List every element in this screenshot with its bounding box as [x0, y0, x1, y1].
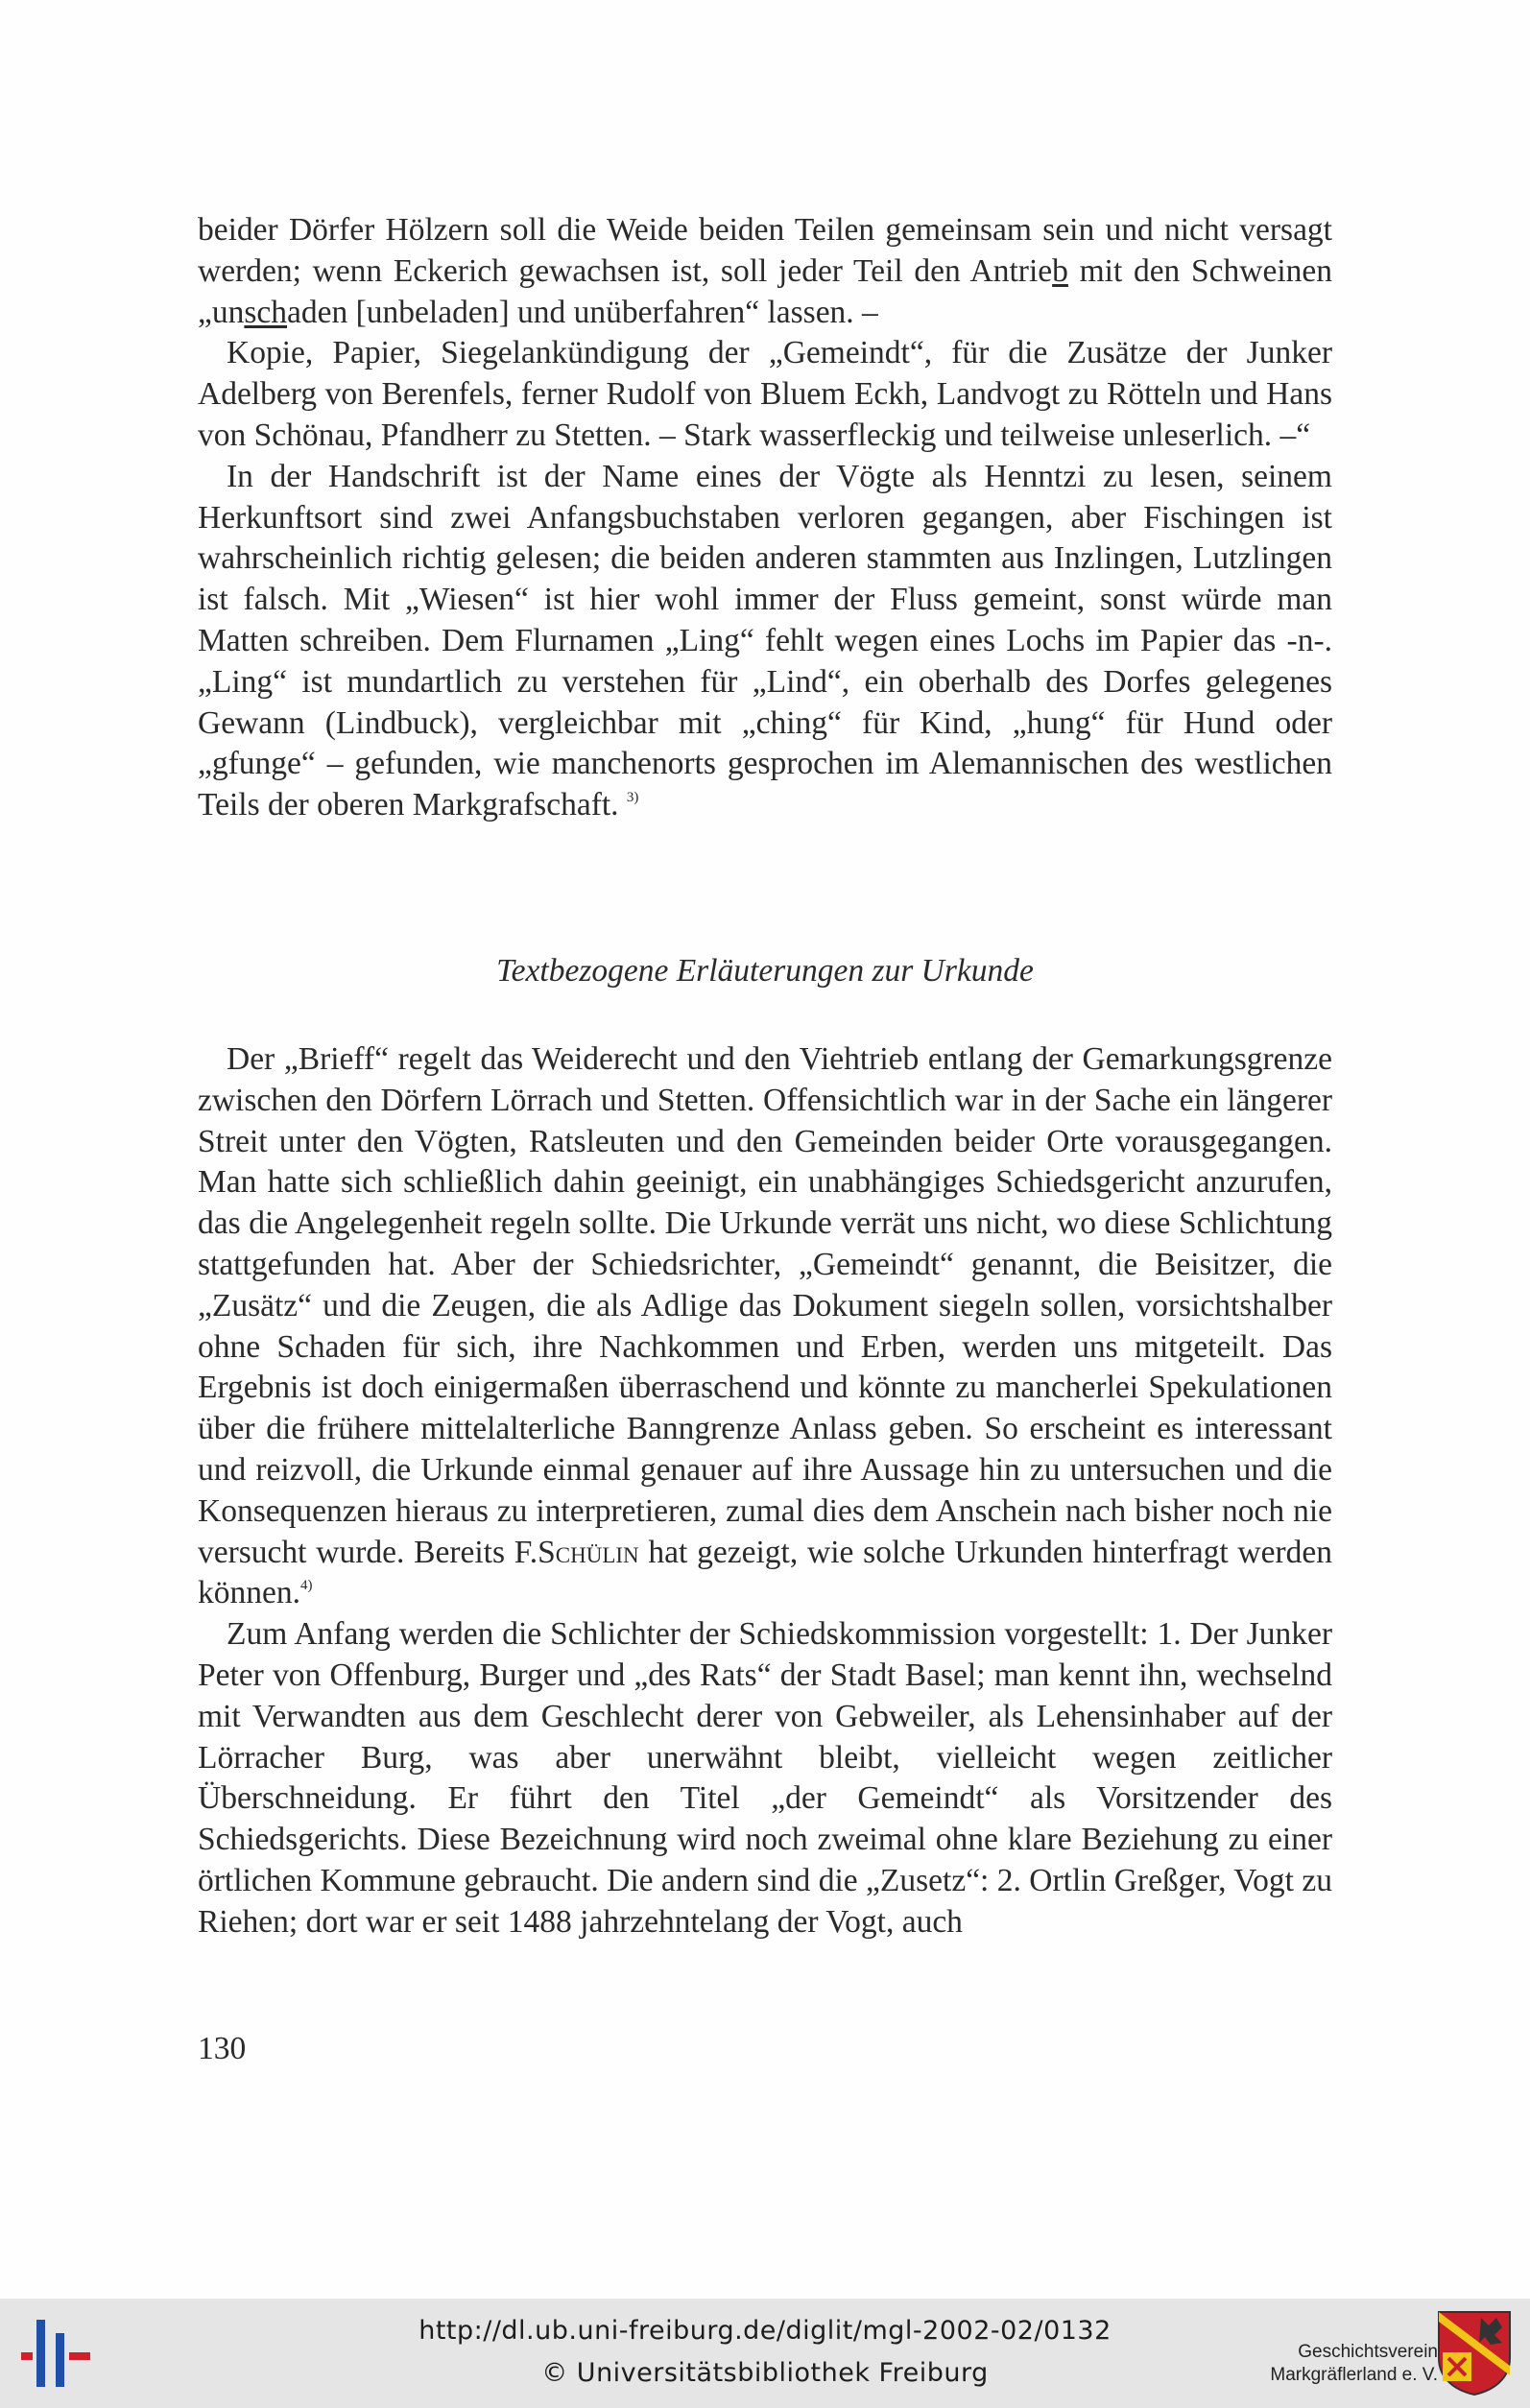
paragraph-4-text: Der „Brieff“ regelt das Weiderecht und den Viehtrieb entlang der Gemarkungsgrenze zwischen den Dörfern Lörrach und Stetten. Offensichtlich war in der Sache ein längerer Streit unter den Vögten, Ratsleuten und den Gemeinden beider Orte vorausgegangen. Man hatte sich schließlich dahin geeinigt, ein unabhängiges Schiedsgericht anzurufen, das die Angelegenheit regeln sollte. Die Urkunde verrät uns nicht, wo diese Schlichtung stattgefunden hat. Aber der Schiedsrichter, „Gemeindt“ genannt, die Beisitzer, die „Zusätz“ und die Zeugen, die als Adlige das Dokument siegeln sollen, vorsichtshalber ohne Schaden für sich, ihre Nachkommen und Erben, werden uns mitgeteilt. Das Ergebnis ist doch einigermaßen überraschend und könnte zu mancherlei Spekulationen über die frühere mittelalterliche Banngrenze Anlass geben. So erscheint es interessant und reizvoll, die Urkunde einmal genauer auf ihre Aussage hin zu untersuchen und die Konsequenzen hieraus zu interpretieren, zumal dies dem Anschein nach bisher noch nie versucht wurde. Bereits F.: [198, 1041, 1332, 1570]
paragraph-1-text: beider Dörfer Hölzern soll die Weide beiden Teilen gemeinsam sein und nicht versagt werden; wenn Eckerich gewachsen ist, soll jeder Teil den Antrie: [198, 212, 1332, 289]
society-name: [1227, 2341, 1438, 2387]
paragraph-4-text: hat gezeigt, wie solche Urkunden hinterfragt werden können.: [198, 1534, 1333, 1611]
underlined-letter: b: [1052, 252, 1068, 289]
text-block-lower: [198, 1039, 1332, 1943]
section-heading: Textbezogene Erläuterungen zur Urkunde: [496, 953, 1034, 989]
copyright-notice: © Universitätsbibliothek Freiburg: [541, 2358, 989, 2388]
society-name-line-1: Geschichtsverein: [1298, 2342, 1438, 2362]
text-block-upper: [198, 210, 1332, 826]
paragraph-4: [198, 1039, 1332, 1614]
paragraph-5: Zum Anfang werden die Schlichter der Schiedskommission vorgestellt: 1. Der Junker Peter von Offenburg, Burger und „des Rats“ der Stadt Basel; man kennt ihn, wechselnd mit Verwandten aus dem Geschlecht derer von Gebweiler, als Lehensinhaber auf der Lörracher Burg, was aber unerwähnt bleibt, vielleicht wegen zeitlicher Überschneidung. Er führt den Titel „der Gemeindt“ als Vorsitzender des Schiedsgerichts. Diese Bezeichnung wird noch zweimal ohne klare Beziehung zu einer örtlichen Kommune gebraucht. Die andern sind die „Zusetz“: 2. Ortlin Greßger, Vogt zu Riehen; dort war er seit 1488 jahrzehntelang der Vogt, auch: [198, 1616, 1332, 1940]
page-number: 130: [198, 2031, 247, 2066]
permalink-url[interactable]: http://dl.ub.uni-freiburg.de/diglit/mgl-2002-02/0132: [418, 2316, 1112, 2346]
paragraph-3: [198, 457, 1332, 826]
author-name: Schülin: [538, 1534, 639, 1570]
society-name-line-2: Markgräflerland e. V.: [1270, 2365, 1438, 2385]
viewer-footer: [0, 2299, 1530, 2408]
paragraph-2: Kopie, Papier, Siegelankündigung der „Gemeindt“, für die Zusätze der Junker Adelberg von Berenfels, ferner Rudolf von Bluem Eckh, Landvogt zu Rötteln und Hans von Schönau, Pfandherr zu Stetten. – Stark wasserfleckig und teilweise unleserlich. –“: [198, 335, 1332, 453]
underlined-letters: sch: [244, 294, 288, 330]
paragraph-3-text: In der Handschrift ist der Name eines der Vögte als Henntzi zu lesen, seinem Herkunftsort sind zwei Anfangsbuchstaben verloren gegangen, aber Fischingen ist wahrscheinlich richtig gelesen; die beiden anderen stammten aus Inzlingen, Lutzlingen ist falsch. Mit „Wiesen“ ist hier wohl immer der Fluss gemeint, sonst würde man Matten schreiben. Dem Flurnamen „Ling“ fehlt wegen eines Lochs im Papier das -n-. „Ling“ ist mundartlich zu verstehen für „Lind“, ein oberhalb des Dorfes gelegenes Gewann (Lindbuck), vergleichbar mit „ching“ für Kind, „hung“ für Hund oder „gfunge“ – gefunden, wie manchenorts gesprochen im Alemannischen des westlichen Teils der oberen Markgrafschaft.: [198, 458, 1332, 823]
footnote-ref[interactable]: 4): [300, 1578, 313, 1594]
coat-of-arms-icon[interactable]: [1435, 2308, 1514, 2396]
paragraph-1-text: mit den Schweinen „un: [198, 252, 1332, 330]
footnote-ref[interactable]: 3): [626, 790, 639, 806]
paragraph-1-text: aden [unbeladen] und unüberfahren“ lassen. –: [287, 294, 878, 330]
paragraph-1: [198, 210, 1332, 333]
